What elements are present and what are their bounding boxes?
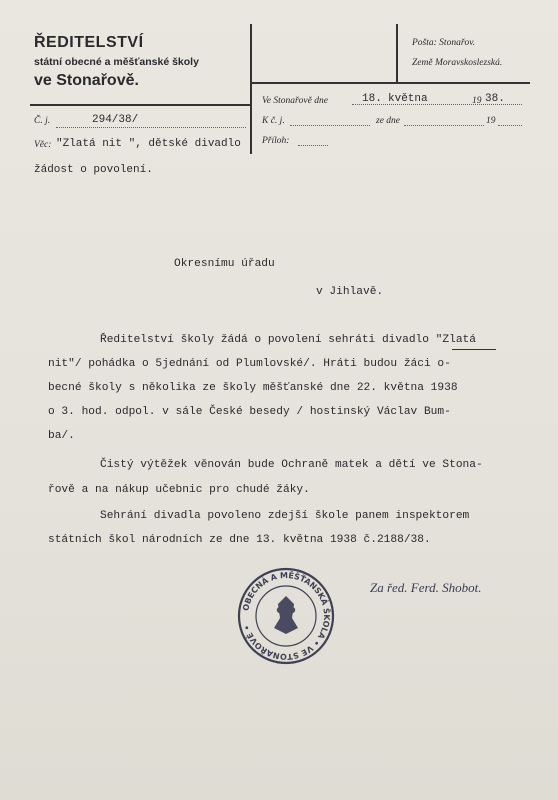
land-region: Země Moravskoslezská. (412, 58, 503, 68)
date-month: května (388, 93, 428, 105)
kc-year-dotted-line (498, 125, 522, 126)
subject-label: Věc: (34, 140, 52, 150)
priloh-dotted-line (298, 145, 328, 146)
ref-dotted-line (56, 127, 246, 128)
date-year-prefix: 19 (472, 96, 482, 106)
divider-vertical-left (250, 24, 252, 104)
body-line: nit"/ pohádka o 5jednání od Plumlovské/. Hráti budou žáci o- (48, 358, 451, 370)
divider-horizontal-right (250, 82, 530, 84)
letterhead-subtitle: státní obecné a měšťanské školy (34, 56, 199, 68)
subject-line2: žádost o povolení. (34, 164, 153, 176)
divider-vertical-lower (250, 104, 252, 154)
body-line: Sehrání divadla povoleno zdejší škole panem inspektorem (100, 510, 470, 522)
body-line: becné školy s několika ze školy měšťanské dne 22. května 1938 (48, 382, 458, 394)
priloh-label: Příloh: (262, 136, 290, 146)
body-line: Ředitelství školy žádá o povolení sehráti divadlo "Zlatá (100, 334, 476, 346)
ref-value: 294/38/ (92, 114, 139, 126)
letterhead-town: ve Stonařově. (34, 72, 139, 89)
date-place-label: Ve Stonařově dne (262, 96, 328, 106)
body-line: ba/. (48, 430, 75, 442)
school-stamp (236, 566, 336, 666)
stamp-ring-text: OBECNÁ A MĚŠŤANSKÁ ŠKOLA • VE STONAŘOVĚ • (241, 570, 332, 662)
addressee-city: v Jihlavě. (316, 286, 384, 298)
letterhead-title: ŘEDITELSTVÍ (34, 34, 144, 51)
date-day: 18. (362, 93, 382, 105)
divider-horizontal-left (30, 104, 252, 106)
subject-value: "Zlatá nit ", dětské divadlo (56, 138, 241, 150)
body-line: Čistý výtěžek věnován bude Ochraně matek a dětí ve Stona- (100, 459, 483, 471)
kc-label: K č. j. (262, 116, 285, 126)
handwritten-underline (452, 349, 496, 350)
addressee-office: Okresnímu úřadu (174, 258, 275, 270)
body-line: o 3. hod. odpol. v sále České besedy / hostinský Václav Bum- (48, 406, 451, 418)
post-office: Pošta: Stonařov. (412, 38, 476, 48)
date-year-suffix: 38. (485, 93, 505, 105)
ze-dne-dotted-line (404, 125, 484, 126)
ze-dne-label: ze dne (376, 116, 401, 126)
divider-vertical-right (396, 24, 398, 82)
body-line: státních škol národních ze dne 13. května 1938 č.2188/38. (48, 534, 431, 546)
kc-year: 19 (486, 116, 496, 126)
ref-label: Č. j. (34, 116, 51, 126)
body-line: řově a na nákup učebnic pro chudé žáky. (48, 484, 310, 496)
signature: Za řed. Ferd. Shobot. (370, 580, 482, 595)
kc-dotted-line (290, 125, 370, 126)
